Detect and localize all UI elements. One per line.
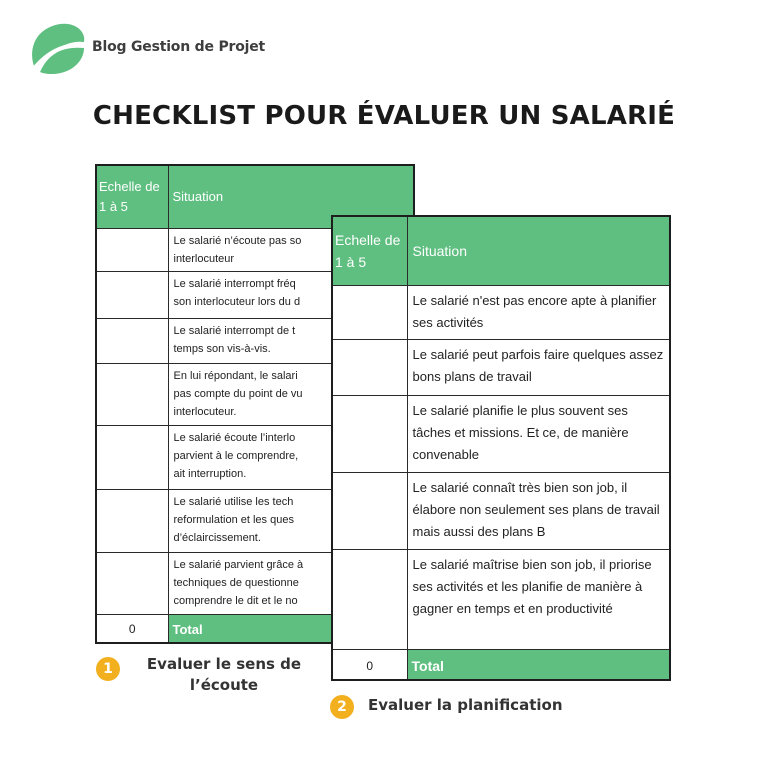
- situation-cell: Le salarié interrompt de t temps son vis-à-vis.: [168, 318, 413, 363]
- leaf-logo-icon: [26, 18, 90, 76]
- score-cell[interactable]: [333, 285, 407, 339]
- situation-cell: Le salarié connaît très bien son job, il élabore non seulement ses plans de travail mais aussi des plans B: [407, 472, 669, 549]
- situation-cell: Le salarié n’écoute pas so interlocuteur: [168, 228, 413, 271]
- situation-cell: Le salarié planifie le plus souvent ses tâches et missions. Et ce, de manière convenable: [407, 395, 669, 472]
- table-row: [333, 549, 669, 649]
- table-row: [333, 339, 669, 395]
- page-title: CHECKLIST POUR ÉVALUER UN SALARIÉ: [92, 101, 676, 131]
- situation-cell: Le salarié n'est pas encore apte à planifier ses activités: [407, 285, 669, 339]
- step-ecoute: [96, 654, 314, 696]
- situation-column-header: Situation: [407, 217, 669, 285]
- situation-cell: Le salarié maîtrise bien son job, il priorise ses activités et les planifie de manière à gagner en temps et en productivité: [407, 549, 669, 649]
- total-label: Total: [407, 649, 669, 681]
- step-label: Evaluer la planification: [368, 696, 563, 714]
- situation-cell: Le salarié écoute l’interlo parvient à le comprendre, ait interruption.: [168, 425, 413, 489]
- total-score-cell: 0: [97, 614, 168, 644]
- score-cell[interactable]: [97, 552, 168, 614]
- score-cell[interactable]: [97, 489, 168, 552]
- table-header-row: [333, 217, 669, 285]
- checklist-planification-table: [333, 217, 669, 681]
- score-cell[interactable]: [97, 271, 168, 318]
- situation-cell: Le salarié interrompt fréq son interlocuteur lors du d: [168, 271, 413, 318]
- score-cell[interactable]: [333, 549, 407, 649]
- table-row: [333, 395, 669, 472]
- situation-column-header: Situation: [168, 166, 413, 228]
- score-cell[interactable]: [97, 363, 168, 425]
- step-label: Evaluer le sens de l’écoute: [146, 655, 302, 694]
- step-planification: [330, 695, 563, 719]
- brand: [26, 18, 265, 76]
- score-cell[interactable]: [97, 318, 168, 363]
- situation-cell: Le salarié utilise les tech reformulation et les ques d’éclaircissement.: [168, 489, 413, 552]
- score-column-header: Echelle de 1 à 5: [97, 166, 168, 228]
- situation-cell: En lui répondant, le salari pas compte du point de vu interlocuteur.: [168, 363, 413, 425]
- score-cell[interactable]: [97, 425, 168, 489]
- situation-cell: Le salarié peut parfois faire quelques assez bons plans de travail: [407, 339, 669, 395]
- checklist-planification-sheet: [331, 215, 671, 681]
- table-row: [333, 472, 669, 549]
- score-cell[interactable]: [333, 472, 407, 549]
- total-row: [333, 649, 669, 681]
- total-label: Total: [168, 614, 413, 644]
- total-score-cell: 0: [333, 649, 407, 681]
- step-number-badge: 2: [330, 695, 354, 719]
- score-cell[interactable]: [333, 395, 407, 472]
- brand-name: Blog Gestion de Projet: [92, 39, 266, 55]
- step-number-badge: 1: [96, 657, 120, 681]
- score-cell[interactable]: [97, 228, 168, 271]
- situation-cell: Le salarié parvient grâce à techniques de questionne comprendre le dit et le no: [168, 552, 413, 614]
- table-row: [333, 285, 669, 339]
- score-column-header: Echelle de 1 à 5: [333, 217, 407, 285]
- score-cell[interactable]: [333, 339, 407, 395]
